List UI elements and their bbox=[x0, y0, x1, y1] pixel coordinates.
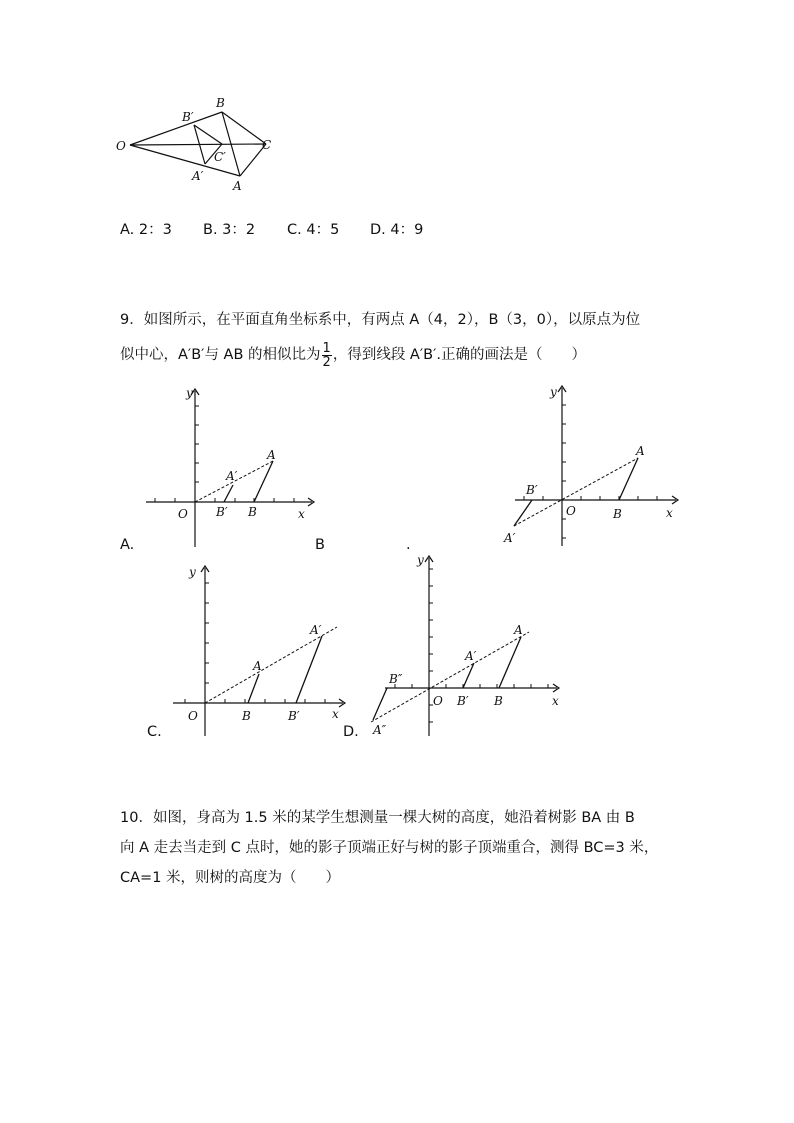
point-A-prime: A′ bbox=[226, 469, 238, 483]
q9-graph-a bbox=[140, 385, 320, 555]
label-O: O bbox=[116, 139, 126, 153]
q8-option-d[interactable]: D. 4：9 bbox=[370, 222, 424, 238]
axis-x-label: x bbox=[332, 707, 339, 721]
ratio-fraction: $\frac{1}{2}$ bbox=[322, 340, 331, 370]
q8-option-c[interactable]: C. 4：5 bbox=[287, 222, 340, 238]
origin-label: O bbox=[566, 504, 576, 518]
label-C-prime: C′ bbox=[214, 150, 226, 164]
point-B-prime: B′ bbox=[216, 505, 228, 519]
axis-y-label: y bbox=[189, 565, 196, 579]
point-B-double-prime: B″ bbox=[389, 672, 403, 686]
label-A: A bbox=[233, 179, 242, 193]
point-A-prime: A′ bbox=[465, 649, 477, 663]
point-B-prime: B′ bbox=[526, 483, 538, 497]
choice-A-label[interactable]: A. bbox=[120, 537, 135, 553]
q9-line1: 9．如图所示，在平面直角坐标系中，有两点 A（4，2），B（3，0），以原点为位 bbox=[120, 312, 641, 328]
q9-line2: 似中心，A′B′与 AB 的相似比为 $\frac{1}{2}$ ，得到线段 A′B′.正确的画法是（ ） bbox=[120, 340, 586, 370]
q8-option-a[interactable]: A. 2：3 bbox=[120, 222, 172, 238]
point-A: A bbox=[253, 659, 262, 673]
axis-y-label: y bbox=[550, 385, 557, 399]
q8-figure bbox=[110, 95, 290, 195]
axis-x-label: x bbox=[552, 694, 559, 708]
q10-line1: 10．如图，身高为 1.5 米的某学生想测量一棵大树的高度，她沿着树影 BA 由 B bbox=[120, 810, 635, 826]
label-B: B bbox=[216, 96, 225, 110]
choice-B-label[interactable]: B bbox=[315, 537, 325, 553]
q8-options bbox=[120, 220, 423, 240]
axis-y-label: y bbox=[417, 553, 424, 567]
q9-graph-c bbox=[165, 560, 355, 745]
q8-option-b[interactable]: B. 3：2 bbox=[203, 222, 256, 238]
q10-line3: CA=1 米，则树的高度为（ ） bbox=[120, 870, 341, 886]
origin-label: O bbox=[188, 709, 198, 723]
choice-C-label[interactable]: C. bbox=[147, 724, 162, 740]
point-B: B bbox=[613, 507, 622, 521]
choice-B-dot: . bbox=[406, 537, 411, 553]
point-A-double-prime: A″ bbox=[373, 723, 387, 737]
axis-y-label: y bbox=[186, 386, 193, 400]
point-B: B bbox=[248, 505, 257, 519]
q9-graph-b bbox=[500, 380, 685, 550]
point-A: A bbox=[636, 444, 645, 458]
q10-line2: 向 A 走去当走到 C 点时，她的影子顶端正好与树的影子顶端重合，测得 BC=3 米， bbox=[120, 840, 659, 856]
point-A-prime: A′ bbox=[310, 623, 322, 637]
point-A-prime: A′ bbox=[504, 531, 516, 545]
axis-x-label: x bbox=[666, 506, 673, 520]
origin-label: O bbox=[178, 507, 188, 521]
label-A-prime: A′ bbox=[192, 169, 204, 183]
label-B-prime: B′ bbox=[182, 110, 194, 124]
point-B-prime: B′ bbox=[288, 709, 300, 723]
origin-label: O bbox=[433, 694, 443, 708]
point-B-prime: B′ bbox=[457, 694, 469, 708]
axis-x-label: x bbox=[298, 507, 305, 521]
label-C: C bbox=[262, 138, 272, 152]
point-A: A bbox=[267, 448, 276, 462]
point-B: B bbox=[494, 694, 503, 708]
point-B: B bbox=[242, 709, 251, 723]
q9-graph-d bbox=[365, 548, 570, 743]
choice-D-label[interactable]: D. bbox=[343, 724, 359, 740]
point-A: A bbox=[514, 623, 523, 637]
